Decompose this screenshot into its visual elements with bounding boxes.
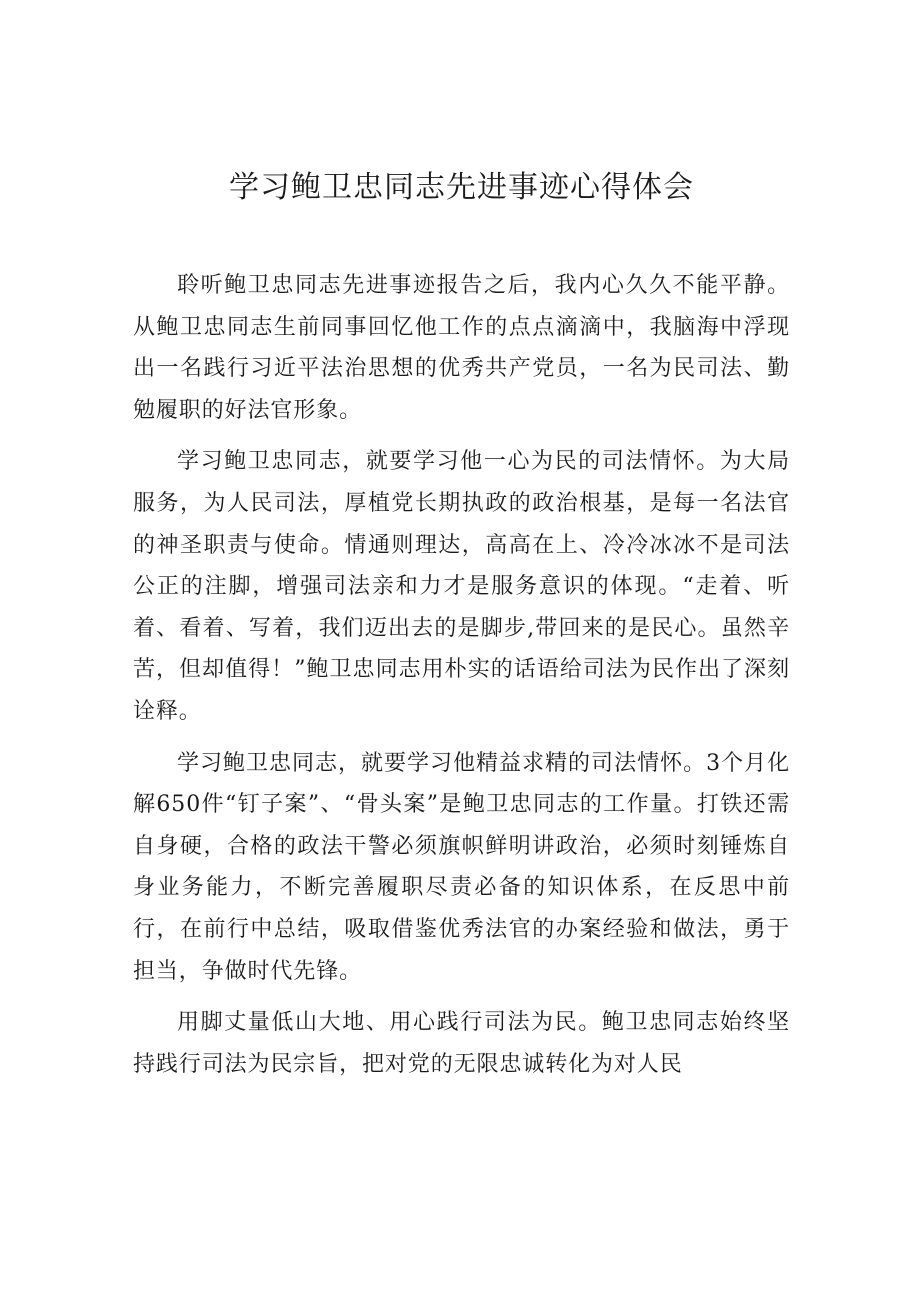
paragraph-1: 聆听鲍卫忠同志先进事迹报告之后，我内心久久不能平静。从鲍卫忠同志生前同事回忆他工作的点点滴滴中，我脑海中浮现出一名践行习近平法治思想的优秀共产党员，一名为民司法、勤勉履职的好法官形象。 bbox=[133, 273, 790, 423]
document-body bbox=[133, 265, 790, 1085]
paragraph-3: 学习鲍卫忠同志，就要学习他精益求精的司法情怀。3个月化解650件“钉子案”、“骨头案”是鲍卫忠同志的工作量。打铁还需自身硬，合格的政法干警必须旗帜鲜明讲政治，必须时刻锤炼自身业务能力，不断完善履职尽责必备的知识体系，在反思中前行，在前行中总结，吸取借鉴优秀法官的办案经验和做法，勇于担当，争做时代先锋。 bbox=[133, 750, 790, 984]
paragraph-2: 学习鲍卫忠同志，就要学习他一心为民的司法情怀。为大局服务，为人民司法，厚植党长期执政的政治根基，是每一名法官的神圣职责与使命。情通则理达，高高在上、冷冷冰冰不是司法公正的注脚，增强司法亲和力才是服务意识的体现。“走着、听着、看着、写着，我们迈出去的是脚步,带回来的是民心。虽然辛苦，但却值得！”鲍卫忠同志用朴实的话语给司法为民作出了深刻诠释。 bbox=[133, 449, 790, 724]
document-title: 学习鲍卫忠同志先进事迹心得体会 bbox=[229, 170, 694, 205]
paragraph-4: 用脚丈量低山大地、用心践行司法为民。鲍卫忠同志始终坚持践行司法为民宗旨，把对党的无限忠诚转化为对人民 bbox=[133, 1010, 790, 1077]
